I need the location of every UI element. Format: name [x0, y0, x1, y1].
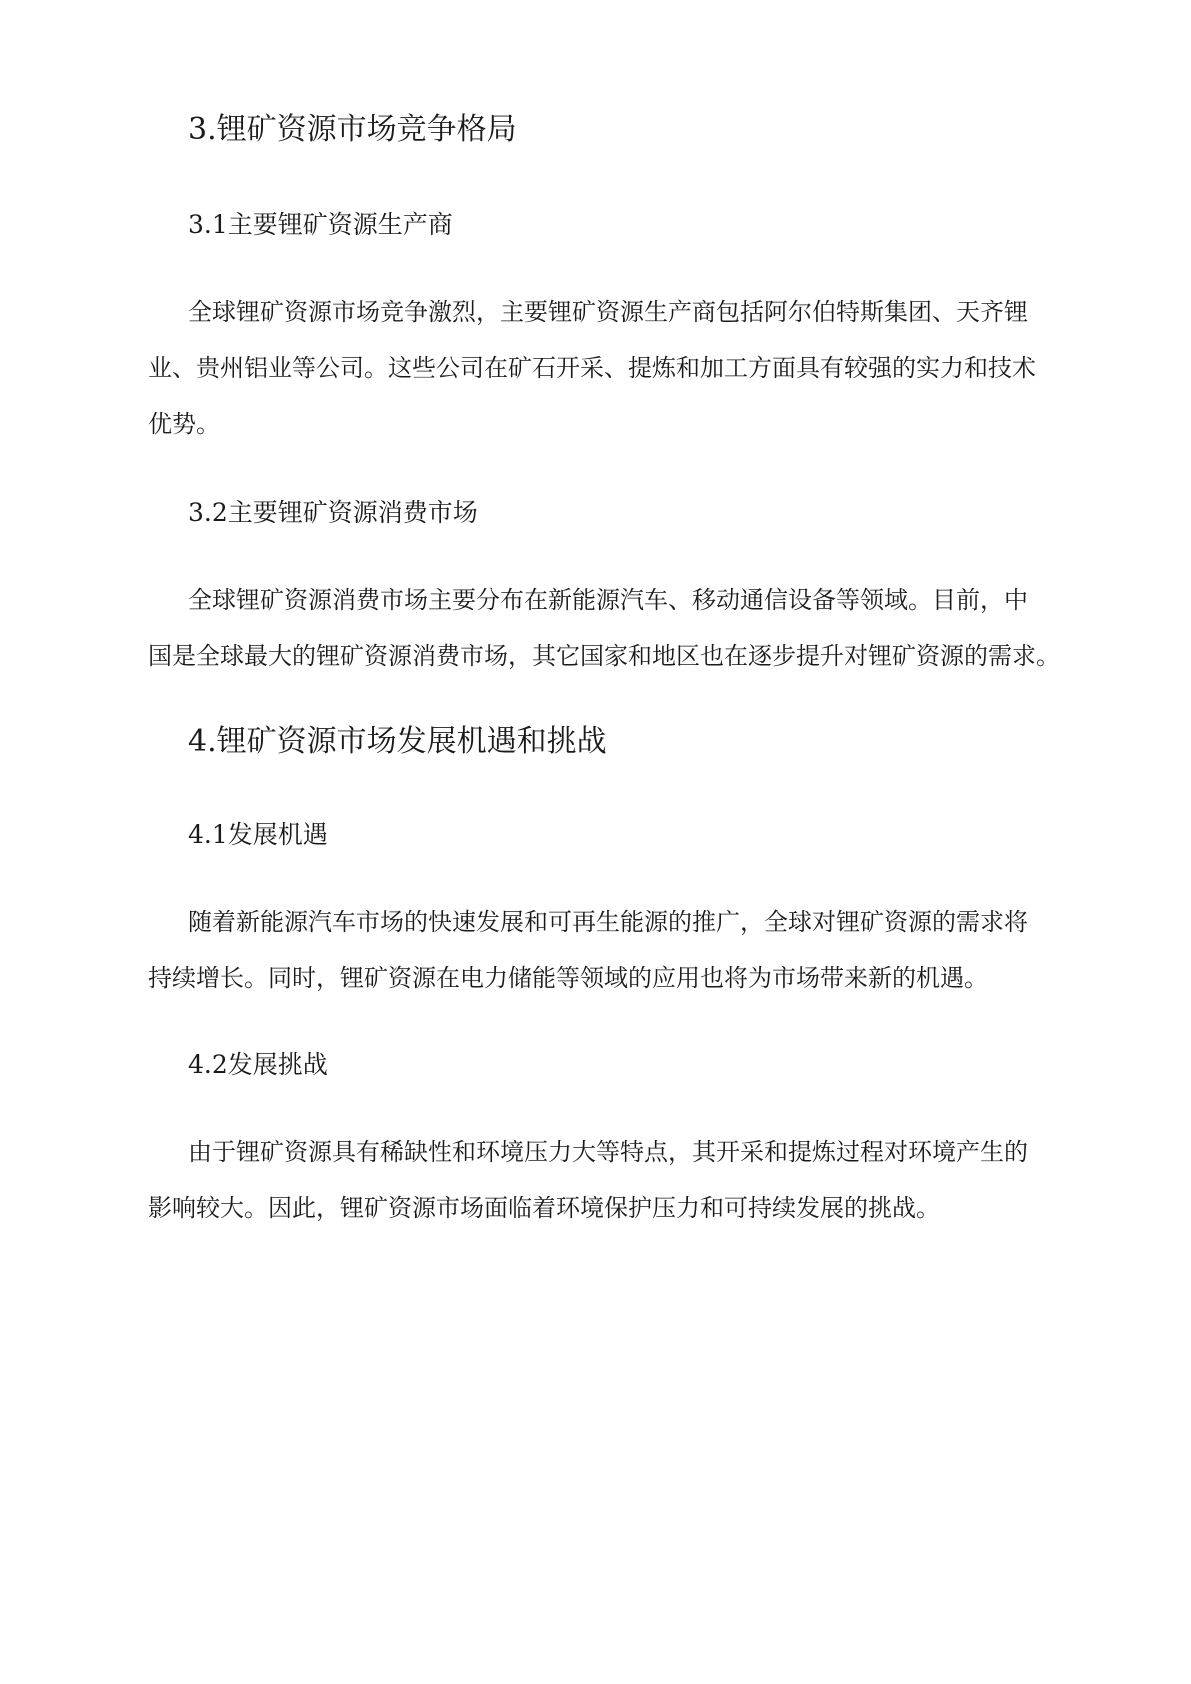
subsection-heading-4-2: 4.2发展挑战 — [188, 1050, 328, 1079]
paragraph-line: 随着新能源汽车市场的快速发展和可再生能源的推广，全球对锂矿资源的需求将 — [188, 908, 1028, 936]
subsection-heading-4-1: 4.1发展机遇 — [188, 820, 328, 849]
section-heading-4: 4.锂矿资源市场发展机遇和挑战 — [188, 724, 607, 759]
subsection-heading-3-1: 3.1主要锂矿资源生产商 — [188, 210, 453, 239]
paragraph-line: 影响较大。因此，锂矿资源市场面临着环境保护压力和可持续发展的挑战。 — [148, 1194, 940, 1222]
paragraph-line: 全球锂矿资源市场竞争激烈，主要锂矿资源生产商包括阿尔伯特斯集团、天齐锂 — [188, 298, 1028, 326]
subsection-heading-3-2: 3.2主要锂矿资源消费市场 — [188, 498, 478, 527]
paragraph-line: 业、贵州铝业等公司。这些公司在矿石开采、提炼和加工方面具有较强的实力和技术 — [148, 354, 1036, 382]
paragraph-line: 由于锂矿资源具有稀缺性和环境压力大等特点，其开采和提炼过程对环境产生的 — [188, 1138, 1028, 1166]
paragraph-line: 优势。 — [148, 410, 220, 438]
paragraph-line: 全球锂矿资源消费市场主要分布在新能源汽车、移动通信设备等领域。目前，中 — [188, 586, 1028, 614]
section-heading-3: 3.锂矿资源市场竞争格局 — [188, 112, 517, 147]
paragraph-line: 持续增长。同时，锂矿资源在电力储能等领域的应用也将为市场带来新的机遇。 — [148, 964, 988, 992]
paragraph-line: 国是全球最大的锂矿资源消费市场，其它国家和地区也在逐步提升对锂矿资源的需求。 — [148, 642, 1060, 670]
